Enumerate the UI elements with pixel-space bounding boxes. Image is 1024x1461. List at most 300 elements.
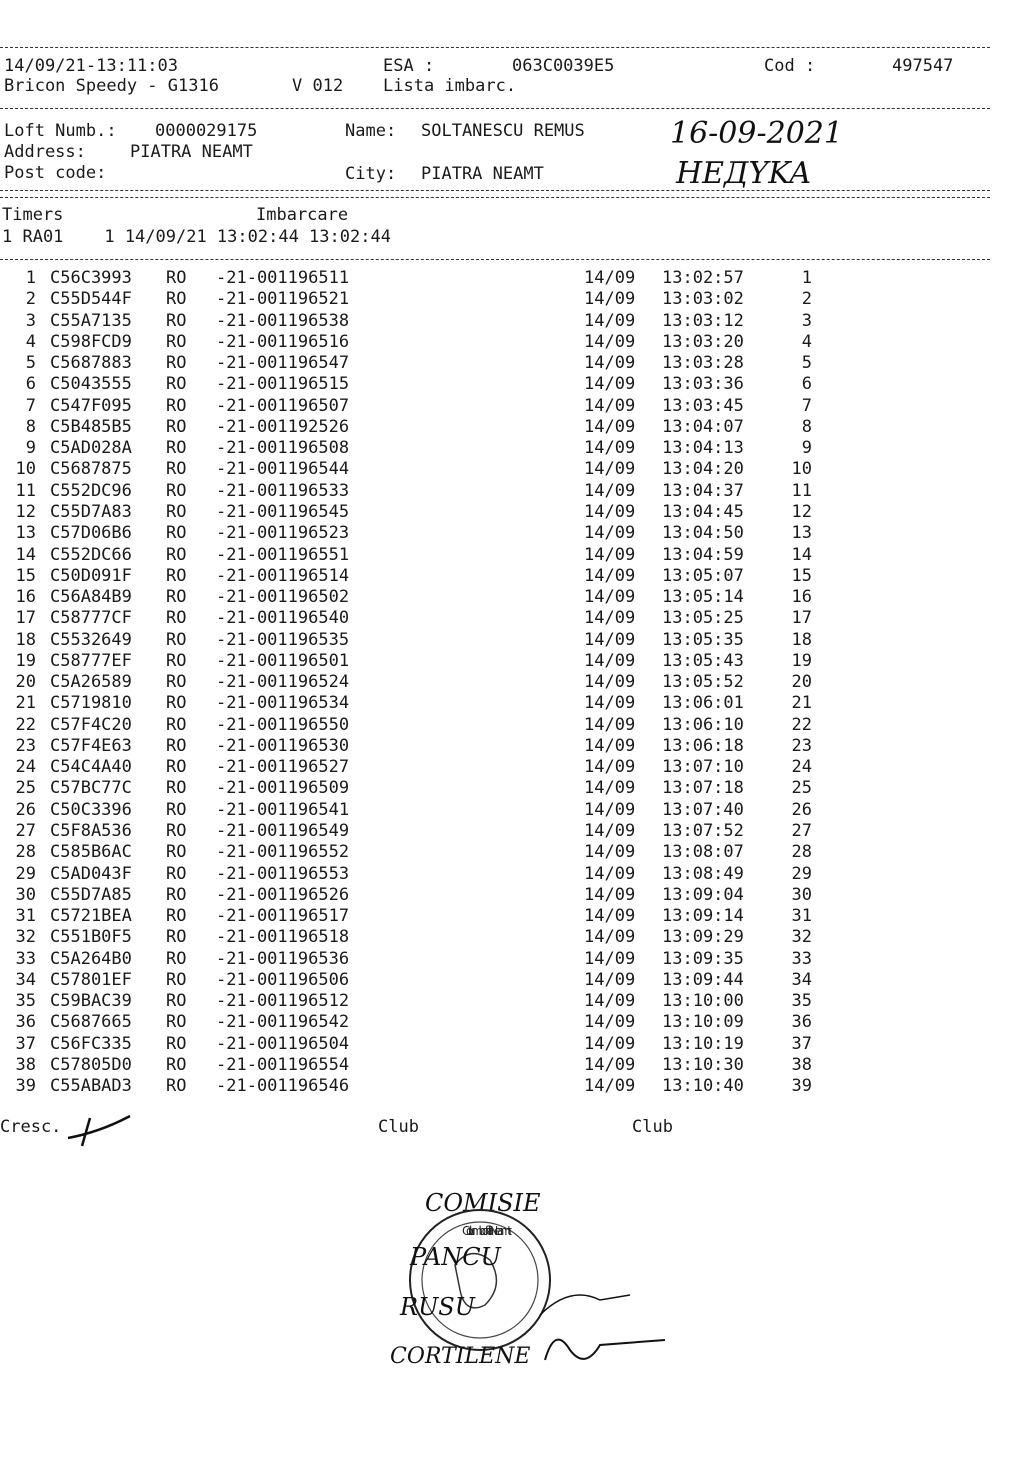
entry-index: 30 (15, 884, 36, 905)
entry-position: 34 (791, 969, 812, 990)
entry-position: 12 (791, 501, 812, 522)
table-row (0, 332, 1000, 353)
entry-ring: -21-001196527 (216, 757, 350, 778)
entry-date: 14/09 (584, 587, 636, 608)
entry-time: 13:07:10 (662, 757, 744, 778)
table-row (0, 693, 1000, 714)
entry-position: 24 (791, 757, 812, 778)
table-row (0, 906, 1000, 927)
table-row (0, 970, 1000, 991)
entry-chip: C50C3396 (50, 799, 132, 820)
entry-index: 9 (25, 438, 36, 459)
entry-time: 13:09:14 (662, 906, 744, 927)
entry-country: RO (166, 629, 187, 650)
entry-index: 23 (15, 735, 36, 756)
entry-chip: C59BAC39 (50, 991, 132, 1012)
entry-ring: -21-001196551 (216, 544, 350, 565)
entry-country: RO (166, 544, 187, 565)
loft-number: 0000029175 (155, 121, 258, 141)
entry-country: RO (166, 757, 187, 778)
table-row (0, 502, 1000, 523)
esa-label: ESA : (383, 56, 435, 76)
entry-chip: C5687883 (50, 353, 132, 374)
entry-position: 32 (791, 927, 812, 948)
entry-country: RO (166, 289, 187, 310)
entry-position: 9 (801, 438, 812, 459)
entry-ring: -21-001196511 (216, 268, 350, 288)
entry-chip: C55D544F (50, 289, 132, 310)
entry-time: 13:10:00 (662, 991, 744, 1012)
entry-time: 13:04:37 (662, 480, 744, 501)
entry-time: 13:07:40 (662, 799, 744, 820)
entry-index: 16 (15, 587, 36, 608)
entry-chip: C56C3993 (50, 268, 132, 288)
entry-position: 1 (801, 268, 812, 288)
entry-country: RO (166, 799, 187, 820)
entry-index: 12 (15, 501, 36, 522)
entry-time: 13:03:02 (662, 289, 744, 310)
separator-top (0, 47, 990, 48)
entry-position: 31 (791, 906, 812, 927)
cresc-label: Cresc. (0, 1117, 62, 1137)
entry-index: 15 (15, 565, 36, 586)
entry-date: 14/09 (584, 842, 636, 863)
entry-ring: -21-001196518 (216, 927, 350, 948)
entry-index: 11 (15, 480, 36, 501)
entry-position: 17 (791, 608, 812, 629)
entry-country: RO (166, 714, 187, 735)
timers-label: Timers (2, 205, 64, 225)
table-row (0, 438, 1000, 459)
entry-index: 36 (15, 1012, 36, 1033)
entry-time: 13:07:18 (662, 778, 744, 799)
entry-date: 14/09 (584, 608, 636, 629)
table-row (0, 630, 1000, 651)
entry-date: 14/09 (584, 523, 636, 544)
entry-position: 26 (791, 799, 812, 820)
entry-index: 18 (15, 629, 36, 650)
entry-time: 13:09:04 (662, 884, 744, 905)
table-row (0, 374, 1000, 395)
entry-chip: C57D06B6 (50, 523, 132, 544)
entry-time: 13:07:52 (662, 821, 744, 842)
entry-time: 13:03:28 (662, 353, 744, 374)
entry-country: RO (166, 374, 187, 395)
entry-country: RO (166, 927, 187, 948)
entry-date: 14/09 (584, 799, 636, 820)
entry-time: 13:05:52 (662, 672, 744, 693)
table-row (0, 396, 1000, 417)
entry-date: 14/09 (584, 268, 636, 288)
table-row (0, 289, 1000, 310)
entry-ring: -21-001196544 (216, 459, 350, 480)
entry-country: RO (166, 842, 187, 863)
entry-date: 14/09 (584, 289, 636, 310)
entry-chip: C56FC335 (50, 1033, 132, 1054)
entry-date: 14/09 (584, 757, 636, 778)
commission-stamp (370, 1175, 680, 1375)
entry-position: 21 (791, 693, 812, 714)
entry-chip: C5A26589 (50, 672, 132, 693)
entry-ring: -21-001196541 (216, 799, 350, 820)
entry-date: 14/09 (584, 863, 636, 884)
entry-time: 13:09:35 (662, 948, 744, 969)
entry-position: 27 (791, 821, 812, 842)
entry-index: 31 (15, 906, 36, 927)
entry-ring: -21-001196515 (216, 374, 350, 395)
entry-country: RO (166, 821, 187, 842)
entry-index: 6 (25, 374, 36, 395)
entry-country: RO (166, 1054, 187, 1075)
entry-ring: -21-001196512 (216, 991, 350, 1012)
entry-date: 14/09 (584, 353, 636, 374)
name-label: Name: (345, 121, 397, 141)
entry-chip: C552DC66 (50, 544, 132, 565)
separator-timers (0, 259, 990, 260)
entry-ring: -21-001196501 (216, 650, 350, 671)
entry-date: 14/09 (584, 565, 636, 586)
entry-date: 14/09 (584, 672, 636, 693)
entry-position: 38 (791, 1054, 812, 1075)
entry-date: 14/09 (584, 1012, 636, 1033)
entry-position: 2 (801, 289, 812, 310)
entry-time: 13:06:10 (662, 714, 744, 735)
table-row (0, 1055, 1000, 1076)
entry-time: 13:04:13 (662, 438, 744, 459)
table-row (0, 608, 1000, 629)
entry-date: 14/09 (584, 629, 636, 650)
entry-country: RO (166, 395, 187, 416)
entry-ring: -21-001196540 (216, 608, 350, 629)
entry-chip: C54C4A40 (50, 757, 132, 778)
table-row (0, 481, 1000, 502)
entry-chip: C58777CF (50, 608, 132, 629)
entry-country: RO (166, 863, 187, 884)
entry-date: 14/09 (584, 331, 636, 352)
entry-chip: C55ABAD3 (50, 1076, 132, 1097)
entry-date: 14/09 (584, 884, 636, 905)
club-label-2: Club (632, 1117, 673, 1137)
entry-time: 13:05:14 (662, 587, 744, 608)
entry-date: 14/09 (584, 480, 636, 501)
entry-ring: -21-001196554 (216, 1054, 350, 1075)
entry-date: 14/09 (584, 395, 636, 416)
entry-index: 2 (25, 289, 36, 310)
entry-position: 15 (791, 565, 812, 586)
entry-country: RO (166, 310, 187, 331)
separator-header (0, 108, 990, 109)
entry-time: 13:10:30 (662, 1054, 744, 1075)
entry-index: 33 (15, 948, 36, 969)
device-name: Bricon Speedy - G1316 (4, 76, 219, 96)
entry-country: RO (166, 906, 187, 927)
city-value: PIATRA NEAMT (421, 164, 544, 184)
entry-ring: -21-001192526 (216, 416, 350, 437)
table-row (0, 545, 1000, 566)
table-row (0, 821, 1000, 842)
entry-time: 13:06:18 (662, 735, 744, 756)
entry-time: 13:04:50 (662, 523, 744, 544)
table-row (0, 885, 1000, 906)
entry-index: 20 (15, 672, 36, 693)
entry-ring: -21-001196526 (216, 884, 350, 905)
entry-chip: C551B0F5 (50, 927, 132, 948)
entry-index: 27 (15, 821, 36, 842)
entry-index: 8 (25, 416, 36, 437)
entry-time: 13:09:29 (662, 927, 744, 948)
table-row (0, 523, 1000, 544)
cresc-signature (60, 1110, 140, 1150)
entry-index: 3 (25, 310, 36, 331)
entry-country: RO (166, 672, 187, 693)
entry-ring: -21-001196516 (216, 331, 350, 352)
entry-date: 14/09 (584, 906, 636, 927)
handwritten-place: HEДYKA (676, 156, 812, 191)
entry-time: 13:09:44 (662, 969, 744, 990)
entry-time: 13:04:59 (662, 544, 744, 565)
entry-country: RO (166, 565, 187, 586)
list-title: Lista imbarc. (383, 76, 517, 96)
entry-ring: -21-001196506 (216, 969, 350, 990)
entry-country: RO (166, 969, 187, 990)
entry-date: 14/09 (584, 310, 636, 331)
entry-date: 14/09 (584, 459, 636, 480)
entry-date: 14/09 (584, 991, 636, 1012)
entry-chip: C5B485B5 (50, 416, 132, 437)
entry-position: 39 (791, 1076, 812, 1097)
entry-country: RO (166, 991, 187, 1012)
entry-ring: -21-001196538 (216, 310, 350, 331)
table-row (0, 417, 1000, 438)
esa-value: 063C0039E5 (512, 56, 615, 76)
entry-date: 14/09 (584, 969, 636, 990)
entry-ring: -21-001196547 (216, 353, 350, 374)
address-label: Address: (4, 142, 86, 162)
entry-date: 14/09 (584, 693, 636, 714)
entry-index: 35 (15, 991, 36, 1012)
entry-country: RO (166, 480, 187, 501)
table-row (0, 353, 1000, 374)
table-row (0, 757, 1000, 778)
entry-chip: C5AD043F (50, 863, 132, 884)
table-row (0, 800, 1000, 821)
entry-country: RO (166, 416, 187, 437)
entry-chip: C5719810 (50, 693, 132, 714)
entry-chip: C55A7135 (50, 310, 132, 331)
table-row (0, 864, 1000, 885)
entry-position: 7 (801, 395, 812, 416)
entry-country: RO (166, 948, 187, 969)
entry-position: 6 (801, 374, 812, 395)
entry-country: RO (166, 650, 187, 671)
postcode-label: Post code: (4, 163, 107, 183)
entry-date: 14/09 (584, 416, 636, 437)
entry-time: 13:05:35 (662, 629, 744, 650)
entry-time: 13:05:07 (662, 565, 744, 586)
timer-line: 1 RA01 1 14/09/21 13:02:44 13:02:44 (2, 227, 391, 247)
entry-chip: C57BC77C (50, 778, 132, 799)
entry-ring: -21-001196508 (216, 438, 350, 459)
table-row (0, 268, 1000, 289)
entry-chip: C5F8A536 (50, 821, 132, 842)
entry-ring: -21-001196549 (216, 821, 350, 842)
entry-position: 36 (791, 1012, 812, 1033)
entry-country: RO (166, 459, 187, 480)
entry-date: 14/09 (584, 650, 636, 671)
entry-date: 14/09 (584, 778, 636, 799)
table-row (0, 842, 1000, 863)
entry-chip: C57801EF (50, 969, 132, 990)
entry-index: 10 (15, 459, 36, 480)
table-row (0, 778, 1000, 799)
entry-date: 14/09 (584, 948, 636, 969)
table-row (0, 736, 1000, 757)
entry-chip: C50D091F (50, 565, 132, 586)
cod-label: Cod : (764, 56, 816, 76)
entry-date: 14/09 (584, 735, 636, 756)
entry-ring: -21-001196530 (216, 735, 350, 756)
imbarcare-label: Imbarcare (256, 205, 349, 225)
entry-chip: C56A84B9 (50, 587, 132, 608)
entry-position: 4 (801, 331, 812, 352)
entry-position: 20 (791, 672, 812, 693)
entry-position: 10 (791, 459, 812, 480)
entry-position: 35 (791, 991, 812, 1012)
entry-ring: -21-001196504 (216, 1033, 350, 1054)
entry-position: 23 (791, 735, 812, 756)
entry-time: 13:10:09 (662, 1012, 744, 1033)
stamp-handwritten-mid2: RUSU (400, 1293, 475, 1321)
table-row (0, 587, 1000, 608)
entry-country: RO (166, 501, 187, 522)
entry-position: 16 (791, 587, 812, 608)
entry-country: RO (166, 523, 187, 544)
entry-ring: -21-001196507 (216, 395, 350, 416)
entry-chip: C5687665 (50, 1012, 132, 1033)
entry-country: RO (166, 693, 187, 714)
entry-chip: C5721BEA (50, 906, 132, 927)
entry-position: 37 (791, 1033, 812, 1054)
entry-time: 13:05:43 (662, 650, 744, 671)
entry-time: 13:08:07 (662, 842, 744, 863)
entry-chip: C55D7A83 (50, 501, 132, 522)
entry-ring: -21-001196514 (216, 565, 350, 586)
entry-country: RO (166, 884, 187, 905)
table-row (0, 1012, 1000, 1033)
entry-ring: -21-001196521 (216, 289, 350, 310)
entry-ring: -21-001196534 (216, 693, 350, 714)
entry-index: 26 (15, 799, 36, 820)
entry-ring: -21-001196502 (216, 587, 350, 608)
entry-time: 13:02:57 (662, 268, 744, 288)
table-row (0, 311, 1000, 332)
address-value: PIATRA NEAMT (130, 142, 253, 162)
entry-time: 13:03:20 (662, 331, 744, 352)
separator-loft (0, 190, 990, 191)
entry-position: 33 (791, 948, 812, 969)
cod-value: 497547 (892, 56, 954, 76)
entry-index: 34 (15, 969, 36, 990)
entry-country: RO (166, 353, 187, 374)
stamp-seal-text: Columbofila Neamt (462, 1224, 512, 1238)
table-row (0, 949, 1000, 970)
stamp-handwritten-bottom: CORTILENE (390, 1344, 531, 1369)
entry-time: 13:03:45 (662, 395, 744, 416)
entry-index: 19 (15, 650, 36, 671)
entry-date: 14/09 (584, 714, 636, 735)
table-row (0, 672, 1000, 693)
entry-country: RO (166, 331, 187, 352)
fancier-name: SOLTANESCU REMUS (421, 121, 585, 141)
entry-index: 17 (15, 608, 36, 629)
entry-time: 13:04:07 (662, 416, 744, 437)
entry-index: 29 (15, 863, 36, 884)
entry-index: 24 (15, 757, 36, 778)
device-version: V 012 (292, 76, 344, 96)
entry-country: RO (166, 587, 187, 608)
entry-time: 13:08:49 (662, 863, 744, 884)
entry-country: RO (166, 438, 187, 459)
entry-index: 32 (15, 927, 36, 948)
entry-position: 3 (801, 310, 812, 331)
entry-ring: -21-001196542 (216, 1012, 350, 1033)
table-row (0, 1034, 1000, 1055)
entry-date: 14/09 (584, 821, 636, 842)
entry-index: 22 (15, 714, 36, 735)
entry-chip: C5043555 (50, 374, 132, 395)
separator-loft-2 (0, 197, 990, 198)
table-row (0, 651, 1000, 672)
entry-index: 1 (25, 268, 36, 288)
entry-country: RO (166, 608, 187, 629)
loft-label: Loft Numb.: (4, 121, 117, 141)
entry-ring: -21-001196550 (216, 714, 350, 735)
entry-ring: -21-001196553 (216, 863, 350, 884)
entry-index: 7 (25, 395, 36, 416)
entry-time: 13:03:36 (662, 374, 744, 395)
entry-time: 13:04:20 (662, 459, 744, 480)
entry-chip: C58777EF (50, 650, 132, 671)
entry-time: 13:06:01 (662, 693, 744, 714)
table-row (0, 991, 1000, 1012)
entry-time: 13:03:12 (662, 310, 744, 331)
entry-ring: -21-001196533 (216, 480, 350, 501)
entry-country: RO (166, 268, 187, 288)
entry-country: RO (166, 778, 187, 799)
entry-position: 13 (791, 523, 812, 544)
entry-position: 11 (791, 480, 812, 501)
print-timestamp: 14/09/21-13:11:03 (4, 56, 178, 76)
entry-position: 5 (801, 353, 812, 374)
entry-time: 13:05:25 (662, 608, 744, 629)
entry-chip: C57F4C20 (50, 714, 132, 735)
entry-date: 14/09 (584, 374, 636, 395)
table-row (0, 927, 1000, 948)
stamp-handwritten-top: COMISIE (425, 1189, 541, 1217)
entry-chip: C5A264B0 (50, 948, 132, 969)
stamp-handwritten-mid1: PANCU (410, 1243, 501, 1271)
club-label-1: Club (378, 1117, 419, 1137)
city-label: City: (345, 164, 397, 184)
entry-country: RO (166, 735, 187, 756)
entry-index: 39 (15, 1076, 36, 1097)
table-row (0, 566, 1000, 587)
entry-country: RO (166, 1076, 187, 1097)
table-row (0, 1076, 1000, 1097)
entry-chip: C5AD028A (50, 438, 132, 459)
entry-index: 21 (15, 693, 36, 714)
entry-position: 28 (791, 842, 812, 863)
